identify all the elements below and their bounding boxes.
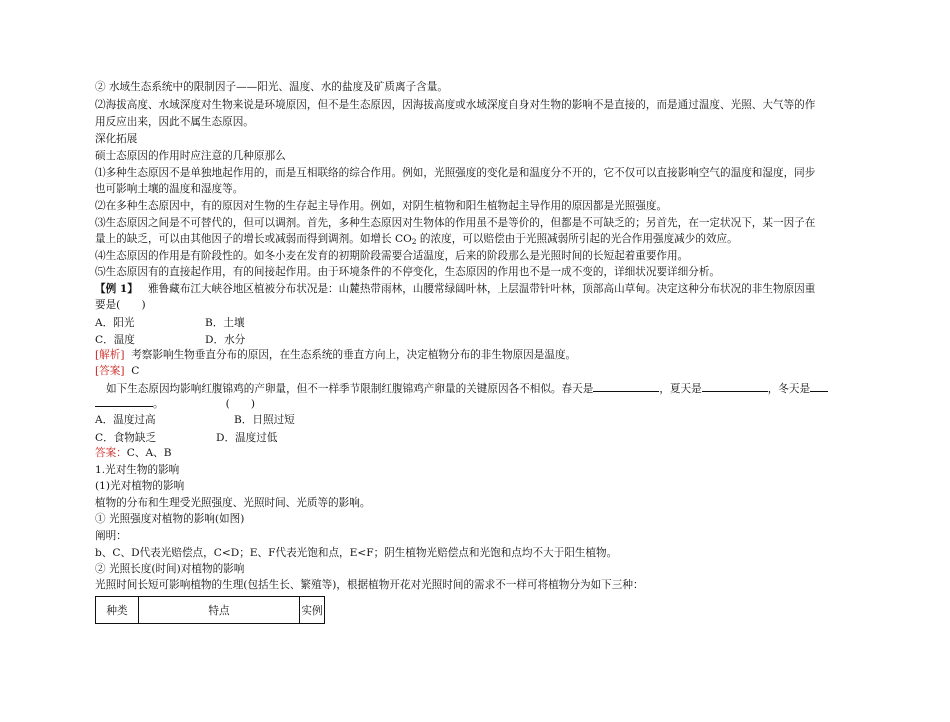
example-2-question-line-2: 。 ( ) — [95, 396, 255, 411]
example-1-question-line-2: 要是( ) — [95, 299, 146, 311]
table-header-feature: 特点 — [139, 597, 300, 624]
blank-winter — [95, 396, 153, 407]
example-1-analysis — [95, 348, 576, 362]
point-2: ⑵在多种生态原因中，有的原因对生物的生存起主导作用。例如，对阴生植物和阳生植物起主导作用的原因都是光照强度。 — [95, 200, 668, 212]
point-3-line-2 — [95, 232, 738, 249]
example-1-option-d: D．水分 — [205, 334, 246, 346]
plant-type-table — [95, 596, 325, 624]
example-1-text: 雅鲁藏布江大峡谷地区植被分布状况是：山麓热带雨林，山腰常绿阔叶林，上层温带针叶林，顶部高山草甸。决定这种分布状况的非生物原因重 — [147, 283, 816, 295]
section-item-duration: ② 光照长度(时间)对植物的影响 — [95, 563, 245, 575]
section-title-light: 1.光对生物的影响 — [95, 464, 180, 476]
blank-winter-start — [810, 381, 828, 392]
example-2-option-d: D．温度过低 — [216, 432, 278, 444]
example-2-option-c: C．食物缺乏 — [95, 432, 157, 444]
example-2-answer-label: 答案： — [95, 447, 127, 459]
example-2-option-a: A．温度过高 — [95, 414, 156, 426]
blank-spring — [593, 381, 659, 392]
blank-summer — [702, 381, 768, 392]
example-2-option-b: B．日照过短 — [234, 414, 295, 426]
example-1-option-b: B．土壤 — [205, 317, 245, 329]
section-text-2: 光照时间长短可影响植物的生理(包括生长、繁殖等)，根据植物开花对光照时间的需求不一样可将植物分为如下三种： — [95, 579, 644, 591]
answer-value: C — [131, 365, 140, 377]
subheading-notes: 硕士态原因的作用时应注意的几种原那么 — [95, 150, 286, 162]
answer-tag: [答案] — [95, 365, 125, 377]
point-4: ⑷生态原因的作用是有阶段性的。如冬小麦在发育的初期阶段需要合适温度，后来的阶段那么是光照时间的长短起着重要作用。 — [95, 250, 689, 262]
co2-subscript: 2 — [411, 237, 417, 246]
section-item-intensity: ① 光照强度对植物的影响(如图) — [95, 513, 245, 525]
example-2-answer — [95, 446, 172, 460]
text-line-1: ② 水域生态系统中的限制因子——阳光、温度、水的盐度及矿质离子含量。 — [95, 81, 448, 93]
table-header-example: 实例 — [300, 597, 325, 624]
point-1-line-1: ⑴多种生态原因不是单独地起作用的，而是互相联络的综合作用。例如，光照强度的变化是和温度分不开的，它不仅可以直接影响空气的温度和湿度，同步 — [95, 167, 816, 179]
example-1-tag: 【例 1】 — [95, 283, 138, 295]
section-text-1: 植物的分布和生理受光照强度、光照时间、光质等的影响。 — [95, 497, 371, 509]
example-1-option-c: C．温度 — [95, 334, 135, 346]
example-1-answer — [95, 364, 139, 378]
analysis-tag: [解析] — [95, 349, 125, 361]
point-3-text-a: 量上的缺乏，可以由其他因子的增长或减弱而得到调剂。如增长 CO — [95, 233, 412, 245]
example-2-paren: ( ) — [225, 398, 256, 410]
example-1-question — [95, 282, 815, 296]
subsection-light-plants: (1)光对植物的影响 — [95, 480, 185, 492]
text-line-3: 用反应出来，因此不属生态原因。 — [95, 116, 254, 128]
section-explain-text: b、C、D代表光赔偿点，C<D；E、F代表光饱和点，E<F；阴生植物光赔偿点和光饱和点均不大于阳生植物。 — [95, 547, 618, 559]
point-3-text-b: 的浓度，可以赔偿由于光照减弱所引起的光合作用强度减少的效应。 — [416, 233, 738, 245]
point-3-line-1: ⑶生态原因之间是不可替代的，但可以调剂。首先，多种生态原因对生物体的作用虽不是等价的，但都是不可缺乏的；另首先，在一定状况下，某一因子在 — [95, 217, 816, 229]
section-explain-label: 阐明： — [95, 530, 127, 542]
table-header-type: 种类 — [96, 597, 139, 624]
example-2-answer-value: C、A、B — [126, 447, 172, 459]
point-5: ⑸生态原因有的直接起作用，有的间接起作用。由于环境条件的不停变化，生态原因的作用也不是一成不变的，详细状况要详细分析。 — [95, 266, 721, 278]
table-header-row — [96, 597, 325, 624]
example-2-question: 如下生态原因均影响红腹锦鸡的产卵量，但不一样季节限制红腹锦鸡产卵量的关键原因各不相似。春天是 ，夏天是 ，冬天是 — [106, 381, 828, 396]
analysis-text: 考察影响生物垂直分布的原因，在生态系统的垂直方向上，决定植物分布的非生物原因是温度。 — [131, 349, 577, 361]
point-1-line-2: 也可影响土壤的温度和湿度等。 — [95, 183, 244, 195]
example-1-option-a: A．阳光 — [95, 317, 135, 329]
section-heading-deepen: 深化拓展 — [95, 133, 138, 145]
text-line-2: ⑵海拔高度、水域深度对生物来说是环境原因，但不是生态原因，因海拔高度或水域深度自身对生物的影响不是直接的，而是通过温度、光照、大气等的作 — [95, 99, 816, 111]
